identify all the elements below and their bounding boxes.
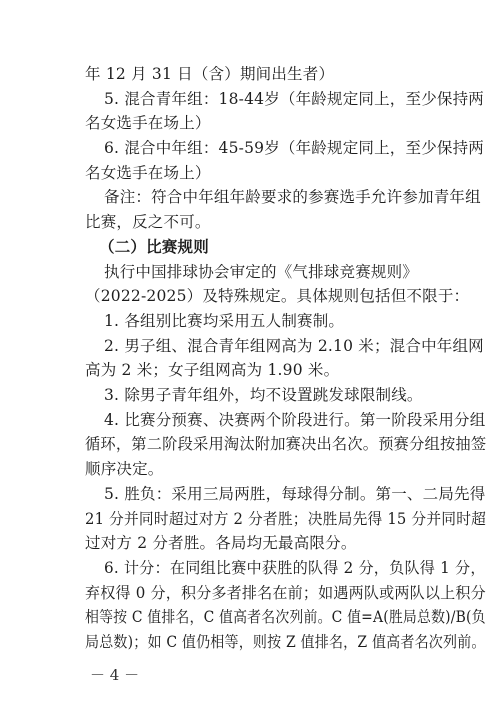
- text-line: 备注：符合中年组年龄要求的参赛选手允许参加青年组: [104, 188, 481, 207]
- text-line: 过对方 2 分者胜。各局均无最高限分。: [85, 534, 357, 553]
- text-line: 比赛，反之不可。: [85, 213, 211, 232]
- text-line: 顺序决定。: [85, 460, 164, 479]
- section-heading: （二）比赛规则: [99, 237, 209, 256]
- text-line: 5. 混合青年组：18-44岁（年龄规定同上，至少保持两: [104, 89, 485, 108]
- text-line: （2022-2025）及特殊规定。具体规则包括但不限于：: [85, 287, 470, 306]
- text-line: 3. 除男子青年组外，均不设置跳发球限制线。: [104, 386, 423, 405]
- text-line: 执行中国排球协会审定的《气排球竞赛规则》: [104, 262, 419, 281]
- text-line: 年 12 月 31 日（含）期间出生者）: [85, 65, 335, 83]
- text-line: 6. 混合中年组：45-59岁（年龄规定同上，至少保持两: [104, 139, 485, 158]
- text-line: 1. 各组别比赛均采用五人制赛制。: [104, 311, 345, 330]
- text-line: 5. 胜负：采用三局两胜，每球得分制。第一、二局先得: [104, 484, 486, 503]
- text-line: 2. 男子组、混合青年组网高为 2.10 米；混合中年组网: [104, 336, 484, 355]
- text-line: 局总数)；如 C 值仍相等，则按 Z 值排名，Z 值高者名次列前。: [85, 633, 486, 651]
- text-line: 名女选手在场上）: [85, 163, 211, 182]
- text-line: 高为 2 米；女子组网高为 1.90 米。: [85, 361, 340, 380]
- text-line: 4. 比赛分预赛、决赛两个阶段进行。第一阶段采用分组: [104, 410, 486, 429]
- text-line: 6. 计分：在同组比赛中获胜的队得 2 分，负队得 1 分，: [104, 558, 486, 577]
- page-number: － 4 －: [90, 666, 140, 684]
- text-line: 21 分并同时超过对方 2 分者胜；决胜局先得 15 分并同时超: [85, 509, 487, 528]
- text-line: 弃权得 0 分，积分多者排名在前；如遇两队或两队以上积分: [85, 583, 486, 602]
- text-line: 循环，第二阶段采用淘汰附加赛决出名次。预赛分组按抽签: [85, 435, 487, 454]
- text-line: 相等按 C 值排名，C 值高者名次列前。C 值=A(胜局总数)/B(负: [85, 608, 486, 627]
- text-line: 名女选手在场上）: [85, 114, 211, 133]
